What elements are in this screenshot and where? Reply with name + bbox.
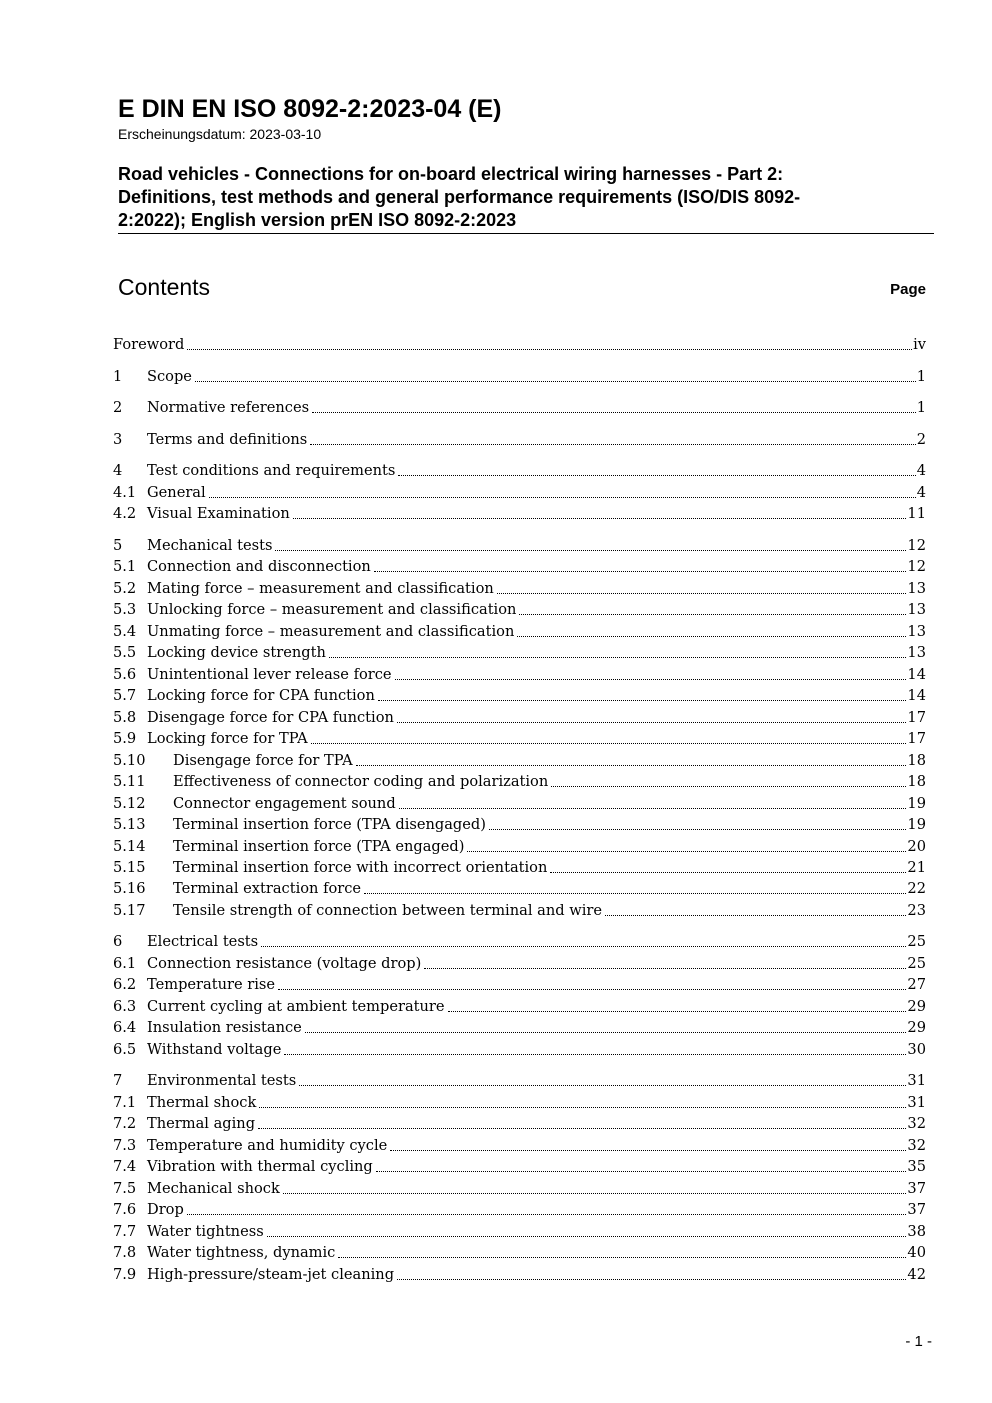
toc-entry[interactable] — [113, 1222, 926, 1242]
toc-entry-page: 13 — [907, 580, 926, 597]
toc-dot-leader — [605, 915, 906, 916]
toc-entry-number: 7.2 — [113, 1115, 137, 1132]
toc-entry[interactable] — [113, 1265, 926, 1285]
toc-dot-leader — [283, 1193, 907, 1194]
toc-dot-leader — [278, 989, 906, 990]
toc-entry-title: General — [147, 484, 206, 501]
toc-entry-title: Unlocking force – measurement and classification — [147, 601, 517, 618]
toc-entry[interactable] — [113, 751, 926, 771]
toc-entry[interactable] — [113, 837, 926, 857]
toc-entry-number: 7.7 — [113, 1223, 137, 1240]
toc-entry-page: 38 — [907, 1223, 926, 1240]
toc-entry-title: Drop — [147, 1201, 184, 1218]
toc-dot-leader — [275, 550, 906, 551]
toc-entry-number: 5.17 — [113, 902, 146, 919]
toc-entry-page: 17 — [907, 709, 926, 726]
toc-dot-leader — [312, 412, 916, 413]
toc-dot-leader — [195, 381, 916, 382]
toc-entry-page: 29 — [907, 1019, 926, 1036]
toc-entry-page: 12 — [907, 537, 926, 554]
toc-dot-leader — [299, 1085, 906, 1086]
toc-entry-title: Locking force for TPA — [147, 730, 308, 747]
toc-entry-title: Temperature and humidity cycle — [147, 1137, 388, 1154]
toc-entry[interactable] — [113, 686, 926, 706]
toc-entry-number: 7.5 — [113, 1180, 137, 1197]
toc-entry-title: Unmating force – measurement and classification — [147, 623, 515, 640]
toc-entry[interactable] — [113, 975, 926, 995]
toc-entry-number: 5.2 — [113, 580, 137, 597]
toc-entry[interactable] — [113, 600, 926, 620]
toc-entry-number: 6.5 — [113, 1041, 137, 1058]
toc-entry-title: Locking device strength — [147, 644, 326, 661]
toc-entry-page: 31 — [907, 1072, 926, 1089]
toc-entry-page: iv — [913, 336, 926, 353]
toc-entry-page: 13 — [907, 601, 926, 618]
toc-entry-number: 5 — [113, 537, 123, 554]
toc-entry-page: 13 — [907, 644, 926, 661]
footer-page-number: - 1 - — [905, 1333, 932, 1350]
toc-dot-leader — [397, 1279, 906, 1280]
toc-entry-title: High-pressure/steam-jet cleaning — [147, 1266, 395, 1283]
toc-entry[interactable] — [113, 932, 926, 952]
toc-entry-title: Tensile strength of connection between terminal and wire — [173, 902, 602, 919]
toc-entry-title: Effectiveness of connector coding and polarization — [173, 773, 549, 790]
toc-entry-number: 7 — [113, 1072, 123, 1089]
toc-dot-leader — [551, 786, 906, 787]
toc-entry-number: 7.4 — [113, 1158, 137, 1175]
toc-entry[interactable] — [113, 794, 926, 814]
toc-dot-leader — [467, 851, 906, 852]
toc-entry-title: Vibration with thermal cycling — [147, 1158, 373, 1175]
toc-dot-leader — [261, 946, 906, 947]
toc-entry-title: Test conditions and requirements — [147, 462, 396, 479]
toc-entry-number: 6 — [113, 933, 123, 950]
toc-entry-title: Withstand voltage — [147, 1041, 282, 1058]
subtitle-line: 2:2022); English version prEN ISO 8092-2:2023 — [118, 210, 517, 230]
toc-dot-leader — [376, 1171, 907, 1172]
toc-entry-number: 6.2 — [113, 976, 137, 993]
toc-entry[interactable] — [113, 504, 926, 524]
toc-entry-number: 4.2 — [113, 505, 137, 522]
toc-entry-number: 7.1 — [113, 1094, 137, 1111]
toc-entry-title: Disengage force for TPA — [173, 752, 353, 769]
page-column-heading: Page — [890, 281, 926, 298]
toc-entry-title: Water tightness, dynamic — [147, 1244, 336, 1261]
toc-entry-title: Terminal extraction force — [173, 880, 362, 897]
toc-entry-page: 14 — [907, 687, 926, 704]
toc-entry-number: 2 — [113, 399, 123, 416]
toc-entry-title: Normative references — [147, 399, 310, 416]
toc-entry-page: 35 — [907, 1158, 926, 1175]
toc-entry[interactable] — [113, 665, 926, 685]
toc-entry-title: Thermal aging — [147, 1115, 256, 1132]
toc-entry-number: 5.12 — [113, 795, 146, 812]
toc-entry[interactable] — [113, 1243, 926, 1263]
toc-entry-number: 6.3 — [113, 998, 137, 1015]
toc-entry-number: 5.6 — [113, 666, 137, 683]
toc-entry-title: Temperature rise — [147, 976, 276, 993]
toc-entry[interactable] — [113, 708, 926, 728]
toc-entry[interactable] — [113, 879, 926, 899]
toc-entry-title: Environmental tests — [147, 1072, 297, 1089]
toc-entry-number: 5.4 — [113, 623, 137, 640]
toc-entry[interactable] — [113, 1200, 926, 1220]
toc-entry-page: 37 — [907, 1201, 926, 1218]
toc-entry-number: 5.10 — [113, 752, 146, 769]
toc-dot-leader — [284, 1054, 906, 1055]
toc-entry[interactable] — [113, 1018, 926, 1038]
toc-dot-leader — [311, 743, 907, 744]
contents-heading: Contents — [118, 274, 211, 300]
toc-entry-page: 40 — [907, 1244, 926, 1261]
toc-entry-page: 29 — [907, 998, 926, 1015]
toc-entry-page: 4 — [916, 462, 926, 479]
toc-entry-title: Connection and disconnection — [147, 558, 371, 575]
toc-entry-title: Mechanical shock — [147, 1180, 280, 1197]
toc-entry-page: 17 — [907, 730, 926, 747]
toc-entry-page: 18 — [907, 752, 926, 769]
toc-dot-leader — [374, 571, 907, 572]
toc-entry-page: 21 — [907, 859, 926, 876]
toc-dot-leader — [395, 679, 907, 680]
toc-dot-leader — [364, 893, 906, 894]
toc-entry-page: 18 — [907, 773, 926, 790]
toc-entry[interactable] — [113, 536, 926, 556]
toc-dot-leader — [338, 1257, 906, 1258]
toc-entry-page: 32 — [907, 1115, 926, 1132]
toc-dot-leader — [448, 1011, 907, 1012]
toc-entry-number: 4.1 — [113, 484, 137, 501]
toc-entry[interactable] — [113, 557, 926, 577]
toc-entry-title: Terms and definitions — [147, 431, 308, 448]
toc-dot-leader — [293, 518, 907, 519]
toc-entry[interactable] — [113, 398, 926, 418]
toc-entry-number: 5.13 — [113, 816, 146, 833]
toc-entry[interactable] — [113, 1093, 926, 1113]
toc-entry[interactable] — [113, 772, 926, 792]
toc-entry-number: 5.16 — [113, 880, 146, 897]
toc-dot-leader — [489, 829, 906, 830]
toc-entry-page: 12 — [907, 558, 926, 575]
toc-dot-leader — [259, 1107, 906, 1108]
toc-entry-number: 7.9 — [113, 1266, 137, 1283]
toc-entry-title: Terminal insertion force with incorrect orientation — [173, 859, 548, 876]
toc-entry-page: 42 — [907, 1266, 926, 1283]
toc-dot-leader — [517, 636, 906, 637]
publication-date: Erscheinungsdatum: 2023-03-10 — [118, 126, 322, 142]
toc-entry[interactable] — [113, 367, 926, 387]
toc-entry-page: 1 — [916, 368, 926, 385]
toc-entry-number: 5.5 — [113, 644, 137, 661]
toc-entry-number: 6.4 — [113, 1019, 137, 1036]
toc-entry-page: 22 — [907, 880, 926, 897]
toc-dot-leader — [356, 765, 907, 766]
toc-dot-leader — [209, 497, 916, 498]
toc-entry-page: 27 — [907, 976, 926, 993]
toc-entry-title: Foreword — [113, 336, 185, 353]
toc-entry[interactable] — [113, 1157, 926, 1177]
toc-entry[interactable] — [113, 643, 926, 663]
toc-entry[interactable] — [113, 461, 926, 481]
toc-entry-title: Insulation resistance — [147, 1019, 302, 1036]
toc-dot-leader — [378, 700, 907, 701]
toc-entry[interactable] — [113, 901, 926, 921]
toc-dot-leader — [390, 1150, 906, 1151]
toc-entry-title: Terminal insertion force (TPA disengaged) — [173, 816, 486, 833]
toc-entry-title: Mating force – measurement and classification — [147, 580, 494, 597]
toc-entry-page: 37 — [907, 1180, 926, 1197]
toc-dot-leader — [424, 968, 906, 969]
toc-entry-number: 7.6 — [113, 1201, 137, 1218]
toc-entry[interactable] — [113, 815, 926, 835]
toc-entry[interactable] — [113, 483, 926, 503]
toc-entry-page: 32 — [907, 1137, 926, 1154]
toc-entry[interactable] — [113, 335, 926, 355]
toc-dot-leader — [550, 872, 906, 873]
toc-entry-title: Disengage force for CPA function — [147, 709, 394, 726]
toc-entry-title: Current cycling at ambient temperature — [147, 998, 445, 1015]
table-of-contents — [113, 0, 926, 1403]
toc-entry-title: Connection resistance (voltage drop) — [147, 955, 422, 972]
toc-entry-number: 5.15 — [113, 859, 146, 876]
toc-entry[interactable] — [113, 1040, 926, 1060]
toc-entry-number: 5.7 — [113, 687, 137, 704]
toc-entry[interactable] — [113, 430, 926, 450]
toc-entry-number: 5.8 — [113, 709, 137, 726]
toc-entry-title: Connector engagement sound — [173, 795, 396, 812]
toc-entry-page: 25 — [907, 955, 926, 972]
toc-dot-leader — [497, 593, 907, 594]
toc-entry-title: Locking force for CPA function — [147, 687, 375, 704]
toc-entry-title: Scope — [147, 368, 192, 385]
toc-entry-number: 1 — [113, 368, 123, 385]
toc-entry[interactable] — [113, 1114, 926, 1134]
toc-entry-number: 5.3 — [113, 601, 137, 618]
subtitle-line: Road vehicles - Connections for on-board electrical wiring harnesses - Part 2: — [118, 164, 784, 184]
toc-entry-page: 13 — [907, 623, 926, 640]
toc-entry-number: 4 — [113, 462, 123, 479]
toc-entry-page: 19 — [907, 795, 926, 812]
toc-entry-number: 5.11 — [113, 773, 146, 790]
toc-entry-page: 19 — [907, 816, 926, 833]
toc-entry-title: Water tightness — [147, 1223, 264, 1240]
toc-dot-leader — [187, 1214, 907, 1215]
toc-entry-page: 11 — [907, 505, 926, 522]
toc-entry-page: 20 — [907, 838, 926, 855]
toc-entry-page: 25 — [907, 933, 926, 950]
toc-entry[interactable] — [113, 579, 926, 599]
toc-entry-title: Electrical tests — [147, 933, 259, 950]
toc-dot-leader — [305, 1032, 907, 1033]
toc-entry-title: Unintentional lever release force — [147, 666, 392, 683]
toc-entry-number: 3 — [113, 431, 123, 448]
toc-entry[interactable] — [113, 1071, 926, 1091]
toc-entry-page: 1 — [916, 399, 926, 416]
toc-entry-number: 5.9 — [113, 730, 137, 747]
toc-entry[interactable] — [113, 954, 926, 974]
toc-entry-number: 7.8 — [113, 1244, 137, 1261]
toc-entry-number: 7.3 — [113, 1137, 137, 1154]
toc-entry-title: Terminal insertion force (TPA engaged) — [173, 838, 465, 855]
toc-dot-leader — [398, 475, 915, 476]
toc-entry-page: 31 — [907, 1094, 926, 1111]
toc-dot-leader — [187, 349, 912, 350]
toc-entry-title: Thermal shock — [147, 1094, 257, 1111]
toc-entry[interactable] — [113, 858, 926, 878]
toc-entry-number: 6.1 — [113, 955, 137, 972]
toc-entry-page: 14 — [907, 666, 926, 683]
toc-entry[interactable] — [113, 997, 926, 1017]
toc-entry[interactable] — [113, 1179, 926, 1199]
toc-entry-title: Visual Examination — [147, 505, 290, 522]
toc-entry-number: 5.14 — [113, 838, 146, 855]
toc-dot-leader — [399, 808, 907, 809]
toc-entry-page: 2 — [916, 431, 926, 448]
document-title: E DIN EN ISO 8092-2:2023-04 (E) — [118, 95, 502, 123]
toc-entry-page: 30 — [907, 1041, 926, 1058]
toc-entry-title: Mechanical tests — [147, 537, 273, 554]
toc-entry[interactable] — [113, 1136, 926, 1156]
toc-entry-page: 23 — [907, 902, 926, 919]
toc-dot-leader — [267, 1236, 907, 1237]
toc-entry-page: 4 — [916, 484, 926, 501]
toc-dot-leader — [519, 614, 906, 615]
toc-entry[interactable] — [113, 729, 926, 749]
toc-dot-leader — [310, 444, 915, 445]
toc-dot-leader — [258, 1128, 906, 1129]
toc-dot-leader — [329, 657, 907, 658]
subtitle-line: Definitions, test methods and general performance requirements (ISO/DIS 8092- — [118, 187, 801, 207]
toc-entry-number: 5.1 — [113, 558, 137, 575]
toc-dot-leader — [397, 722, 907, 723]
toc-entry[interactable] — [113, 622, 926, 642]
